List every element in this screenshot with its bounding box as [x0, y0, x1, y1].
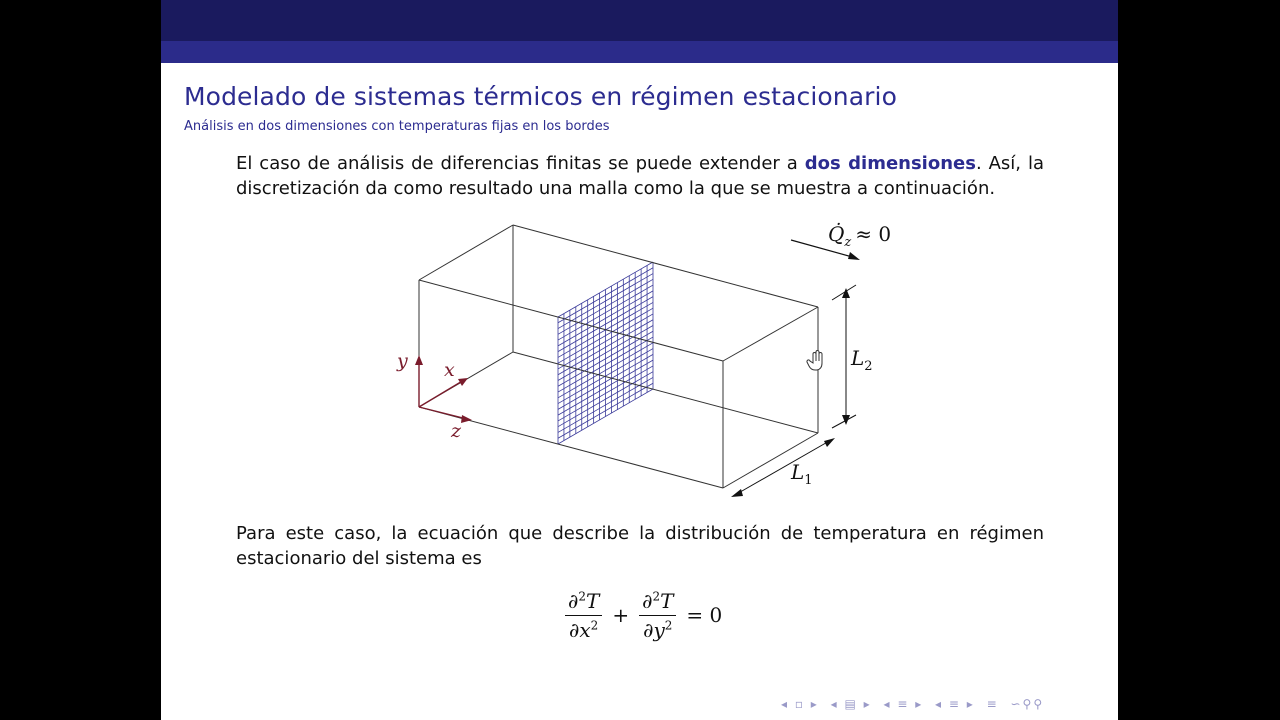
hand-cursor-icon — [807, 351, 822, 371]
search-zoom-icon[interactable]: ∽⚲⚲ — [1010, 697, 1045, 711]
axes-triad — [419, 360, 467, 419]
axis-z-label: z — [451, 420, 462, 442]
equation-intro-paragraph: Para este caso, la ecuación que describe la distribución de temperatura en régimen estacionario del sistema es — [236, 523, 1044, 569]
L1-label: $L_1$ — [791, 460, 813, 488]
axis-x-label: x — [444, 359, 455, 381]
L1-arrowhead-left — [731, 489, 743, 497]
header-bar-light — [161, 41, 1118, 63]
subsec-nav-icon[interactable]: ◂ ≡ ▸ — [935, 697, 975, 711]
y-axis-arrowhead — [415, 355, 423, 365]
num1-exp: 2 — [578, 588, 586, 603]
den1-exp: 2 — [590, 617, 599, 632]
mesh-figure — [397, 215, 892, 505]
plus-operator: + — [612, 603, 630, 627]
intro-text-2: . Así, la discretización da como resultado una malla como la que se muestra a continuación. — [236, 153, 1044, 199]
finite-difference-mesh — [558, 262, 653, 444]
subsection-nav-icon[interactable]: ◂ ▤ ▸ — [830, 697, 872, 711]
header-bar-dark — [161, 0, 1118, 41]
num2-partial: ∂ — [642, 588, 653, 613]
beamer-navigation — [781, 697, 1050, 711]
highlight-dos-dimensiones: dos dimensiones — [804, 153, 976, 174]
L1-arrowhead-right — [824, 438, 835, 447]
den1-term: ∂x — [569, 617, 591, 642]
fraction-d2T-dy2 — [639, 589, 676, 642]
axis-y-label: y — [397, 350, 408, 372]
num1-var: T — [585, 588, 600, 613]
frame-nav-icon[interactable]: ◂ ▫ ▸ — [781, 697, 819, 711]
num2-exp: 2 — [652, 588, 661, 603]
equals-zero: = 0 — [686, 603, 723, 627]
toc-icon[interactable]: ≡ — [986, 697, 999, 711]
intro-paragraph — [236, 151, 1044, 201]
laplace-equation — [561, 585, 728, 645]
L2-arrowhead-bottom — [842, 415, 850, 425]
z-axis-arrowhead — [461, 415, 472, 423]
section-nav-icon[interactable]: ◂ ≡ ▸ — [883, 697, 924, 711]
dimension-L1 — [735, 440, 831, 495]
num1-partial: ∂ — [568, 588, 579, 613]
frame-subtitle: Análisis en dos dimensiones con temperaturas fijas en los bordes — [184, 119, 610, 134]
L2-label: $L_2$ — [851, 346, 873, 374]
slide — [161, 0, 1118, 720]
den2-term: ∂y — [643, 617, 665, 642]
den2-exp: 2 — [664, 617, 673, 632]
heat-flux-label: $Q̇_z \approx 0$ — [828, 222, 892, 250]
intro-text-1: El caso de análisis de diferencias finitas se puede extender a — [236, 153, 805, 174]
num2-var: T — [660, 588, 674, 613]
fraction-d2T-dx2 — [565, 589, 602, 642]
heat-flux-arrowhead — [848, 252, 860, 260]
frame-title: Modelado de sistemas térmicos en régimen estacionario — [184, 82, 897, 111]
box-outline — [419, 225, 818, 488]
